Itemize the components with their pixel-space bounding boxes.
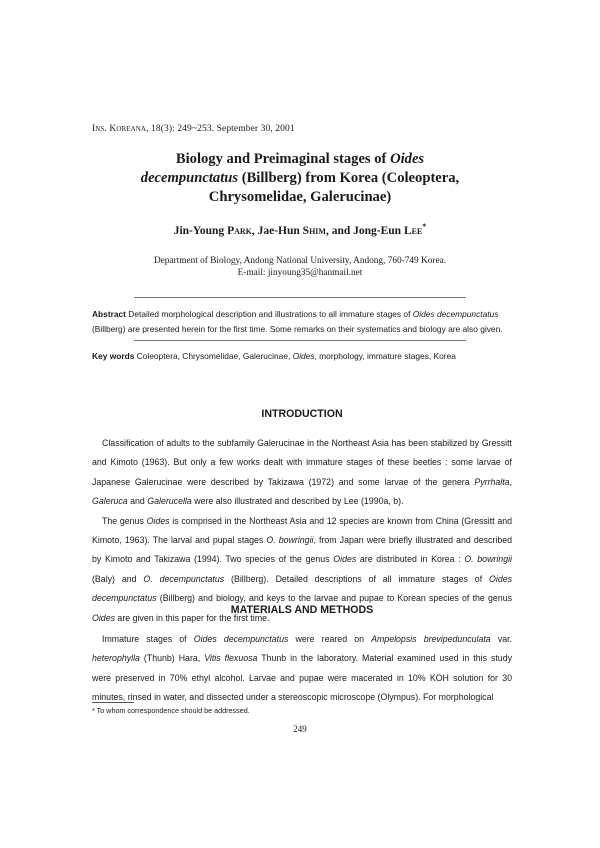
- methods-body: [92, 630, 512, 708]
- author-list: [100, 222, 500, 237]
- page-number: 249: [293, 724, 307, 734]
- taxon: O. bowringii: [266, 535, 314, 546]
- journal-abbreviation: Ins. Koreana: [92, 124, 147, 134]
- author-name: Jin-Young: [173, 224, 228, 237]
- paper-title: [100, 150, 500, 207]
- author-surname: Shim: [302, 224, 326, 237]
- taxon: Ampelopsis brevipedunculata: [371, 634, 491, 644]
- journal-citation: [92, 124, 295, 134]
- introduction-body: [92, 434, 512, 628]
- text: were reared on: [288, 634, 372, 644]
- title-text: Biology and Preimaginal stages of: [175, 151, 391, 167]
- taxon: Oides: [333, 554, 357, 565]
- keywords-text: Coleoptera, Chrysomelidae, Galerucinae,: [134, 351, 293, 361]
- text: Thunb in the laboratory. Material examined used in this study were preserved in 70% ethyl alcohol. Larvae and pupae were macerated in 10% KOH solution for 30 minutes, rinsed in water, and dissected under a stereoscopic microscope (Olympus). For morphological: [92, 653, 512, 703]
- text: (Baly) and: [92, 573, 144, 584]
- journal-volume-pages: , 18(3): 249~253. September 30, 2001: [146, 124, 295, 134]
- text: (Thunb) Hara,: [139, 653, 205, 664]
- keywords-text: , morphology, immature stages, Korea: [314, 351, 456, 361]
- section-heading-methods: MATERIALS AND METHODS: [230, 604, 374, 616]
- title-text: (Billberg) from Korea (Coleoptera,: [238, 170, 460, 186]
- taxon: Pyrrhalta: [474, 476, 510, 487]
- abstract-text: (Billberg) are presented herein for the first time. Some remarks on their systematics and biology are also given.: [92, 324, 503, 334]
- affiliation: [120, 255, 480, 279]
- text: var.: [490, 634, 512, 644]
- taxon: Oides decempunctatus: [193, 634, 289, 644]
- keywords: [92, 351, 512, 361]
- text: and: [127, 496, 148, 507]
- text: , from Japan were briefly illustrated and described by Kimoto and Takizawa (1994). Two species of the genus: [92, 535, 512, 565]
- taxon: Vitis flexuosa: [204, 653, 258, 664]
- taxon: Oides decempunctatus: [92, 573, 513, 604]
- affiliation-department: Department of Biology, Andong National University, Andong, 760-749 Korea.: [153, 256, 447, 266]
- abstract-text: Detailed morphological description and illustrations to all immature stages of: [125, 309, 413, 319]
- author-surname: Park: [227, 224, 252, 237]
- taxon: O. decempunctatus: [143, 573, 225, 584]
- text: (Billberg) and biology, and keys to the larvae and pupae to Korean species of the genus: [156, 593, 512, 604]
- text: are given in this paper for the first time.: [114, 612, 270, 623]
- abstract: [92, 307, 512, 337]
- text: ,: [509, 476, 512, 487]
- text: is comprised in the Northeast Asia and 12 species are known from China (Gressitt and Kimoto, 1963). The larval and pupal stages: [92, 515, 512, 546]
- text: (Billberg). Detailed descriptions of all immature stages of: [224, 573, 490, 584]
- abstract-label: Abstract: [92, 309, 126, 319]
- title-genus: Oides: [390, 151, 425, 167]
- divider: [134, 297, 466, 298]
- keywords-label: Key words: [92, 351, 135, 361]
- taxon: Oides: [92, 612, 115, 623]
- text: were also illustrated and described by Lee (1990a, b).: [191, 496, 404, 507]
- paragraph: [92, 630, 512, 708]
- author-name: , Jae-Hun: [251, 224, 303, 237]
- text: Immature stages of: [102, 634, 194, 644]
- taxon: Galeruca: [92, 496, 128, 507]
- title-text: Chrysomelidae, Galerucinae): [208, 189, 392, 205]
- footnote-rule: [92, 702, 134, 703]
- title-species: decempunctatus: [140, 170, 239, 186]
- footnote: * To whom correspondence should be addressed.: [92, 706, 250, 715]
- taxon: O. bowringii: [464, 554, 512, 565]
- taxon: Oides: [146, 515, 170, 526]
- text: are distributed in Korea :: [356, 554, 465, 565]
- affiliation-email: E-mail: jinyoung35@hanmail.net: [237, 268, 363, 278]
- text: The genus: [102, 515, 147, 526]
- keywords-genus: Oides: [292, 351, 315, 361]
- text: Classification of adults to the subfamily Galerucinae in the Northeast Asia has been stabilized by Gressitt and Kimoto (1963). But only a few works dealt with immature stages of these beetles : some larvae of Japanese Galerucinae were described by Takizawa (1972) and some larvae of the genera: [92, 438, 512, 487]
- divider: [134, 340, 466, 341]
- abstract-species: Oides decempunctatus: [412, 309, 499, 319]
- author-name: , and Jong-Eun: [325, 224, 404, 237]
- corresponding-mark: *: [422, 222, 427, 231]
- taxon: Galerucella: [147, 496, 192, 507]
- taxon: heterophylla: [92, 653, 140, 664]
- paragraph: [92, 434, 512, 512]
- section-heading-introduction: INTRODUCTION: [261, 408, 343, 420]
- author-surname: Lee: [403, 224, 423, 237]
